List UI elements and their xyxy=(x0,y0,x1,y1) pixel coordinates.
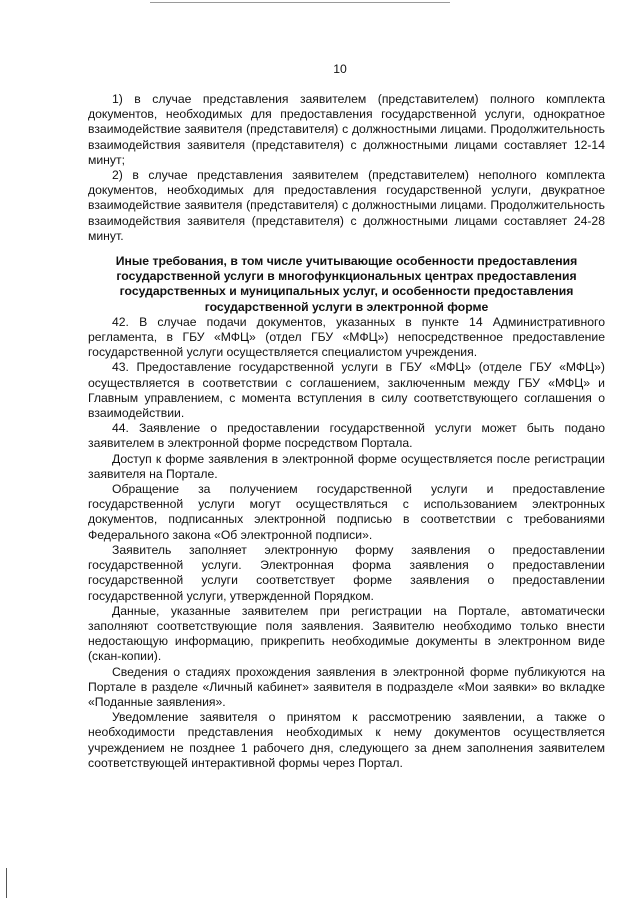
paragraph-registration-data: Данные, указанные заявителем при регистрации на Портале, автоматически заполняют соответствующие поля заявления. Заявителю необходимо только внести недостающую информацию, прикрепить необходимые документы в электронном виде (скан-копии). xyxy=(88,603,605,664)
left-edge-mark xyxy=(6,868,7,898)
paragraph-portal-access: Доступ к форме заявления в электронной форме осуществляется после регистрации заявителя на Портале. xyxy=(88,451,605,481)
paragraph-notification: Уведомление заявителя о принятом к рассмотрению заявлении, а также о необходимости представления необходимых к нему документов осуществляется учреждением не позднее 1 рабочего дня, следующего за днем заполнения заявителем соответствующей интерактивной формы через Портал. xyxy=(88,710,605,770)
page-number: 10 xyxy=(333,62,347,76)
paragraph-42: 42. В случае подачи документов, указанных в пункте 14 Административного регламента, в ГБУ «МФЦ» (отдел ГБУ «МФЦ») непосредственное предоставление государственной услуги осуществляется специалистом учреждения. xyxy=(88,314,605,360)
paragraph-44: 44. Заявление о предоставлении государственной услуги может быть подано заявителем в электронной форме посредством Портала. xyxy=(88,421,605,451)
paragraph-item-1: 1) в случае представления заявителем (представителем) полного комплекта документов, необходимых для предоставления государственной услуги, однократное взаимодействие заявителя (представителя) с должностными лицами. Продолжительность взаимодействия заявителя (представителя) с должностными лицами составляет 12-14 минут; xyxy=(88,92,605,167)
paragraph-item-2: 2) в случае представления заявителем (представителем) неполного комплекта документов, необходимых для предоставления государственной услуги, двукратное взаимодействие заявителя (представителя) с должностными лицами. Продолжительность взаимодействия заявителя (представителя) с должностными лицами составляет 24-28 минут. xyxy=(88,168,605,243)
paragraph-electronic-form: Заявитель заполняет электронную форму заявления о предоставлении государственной услуги. Электронная форма заявления о предоставлении государственной услуги соответствует форме заявления о предоставлении государственной услуги, утвержденной Порядком. xyxy=(88,542,605,603)
paragraph-status-info: Сведения о стадиях прохождения заявления в электронной форме публикуются на Портале в разделе «Личный кабинет» заявителя в подразделе «Мои заявки» во вкладке «Поданные заявления». xyxy=(88,664,605,709)
top-edge-line xyxy=(150,2,450,3)
paragraph-43: 43. Предоставление государственной услуги в ГБУ «МФЦ» (отделе ГБУ «МФЦ») осуществляется в соответствии с соглашением, заключенным между ГБУ «МФЦ» и Главным управлением, с момента вступления в силу соответствующего соглашения о взаимодействии. xyxy=(88,360,605,421)
section-heading: Иные требования, в том числе учитывающие особенности предоставления государственной услуги в многофункциональных центрах предоставления государственных и муниципальных услуг, и особенности предоставления государственной услуги в электронной форме xyxy=(115,254,578,314)
paragraph-electronic-documents: Обращение за получением государственной услуги и предоставление государственной услуги могут осуществляться с использованием электронных документов, подписанных электронной подписью в соответствии с требованиями Федерального закона «Об электронной подписи». xyxy=(88,482,605,542)
document-body xyxy=(88,92,605,771)
